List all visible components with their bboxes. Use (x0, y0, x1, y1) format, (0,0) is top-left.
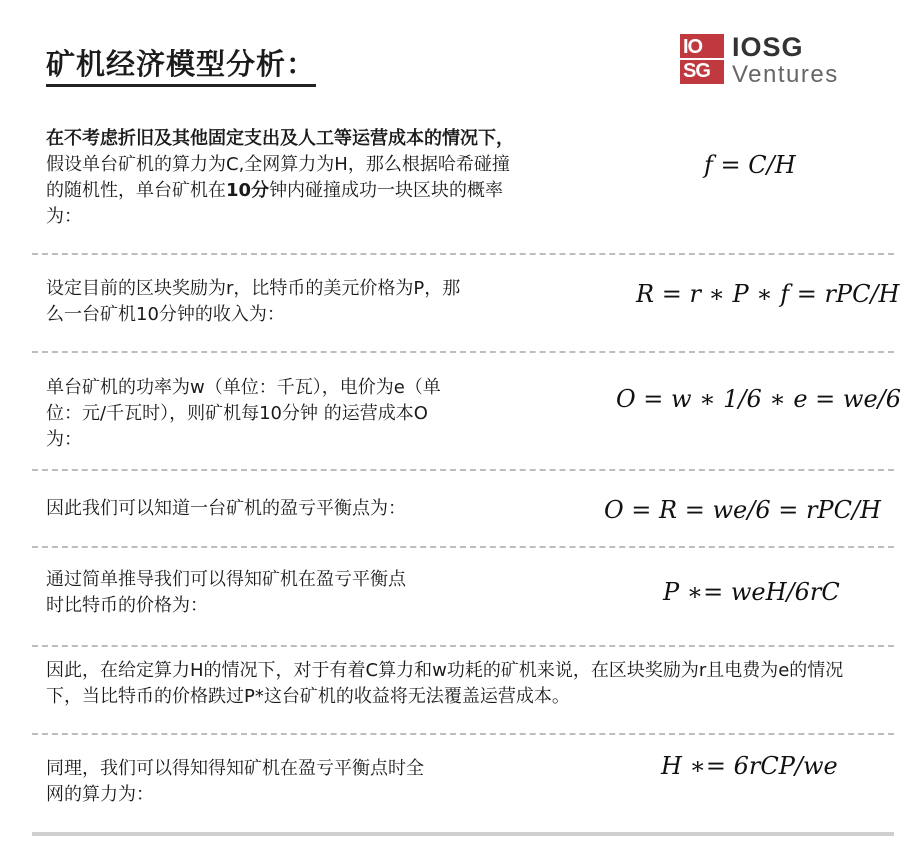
formula-price: P ∗= weH/6rC (663, 578, 840, 606)
divider-3 (32, 469, 894, 471)
page-title: 矿机经济模型分析： (46, 42, 316, 87)
iosg-logo (680, 34, 880, 88)
divider-4 (32, 546, 894, 548)
formula-cost: O = w ∗ 1/6 ∗ e = we/6 (616, 385, 902, 413)
row-3-text: 单台矿机的功率为w（单位：千瓦），电价为e（单位：元/千瓦时），则矿机每10分钟 的运营成本O为： (46, 377, 441, 450)
logo-mark-bottom: SG (683, 60, 710, 82)
formula-revenue: R = r ∗ P ∗ f = rPC/H (636, 280, 900, 308)
divider-2 (32, 351, 894, 353)
formula-breakeven: O = R = we/6 = rPC/H (604, 496, 881, 524)
formula-probability: f = C/H (704, 151, 796, 179)
bottom-rule (32, 832, 894, 836)
row-1-text-a: 假设单台矿机的算力为C,全网算力为H，那么根据哈希碰撞的随机性，单台矿机在 (46, 154, 510, 201)
row-4-text: 因此我们可以知道一台矿机的盈亏平衡点为： (46, 498, 406, 519)
row-1-text-b: 钟内碰撞成功一块区块的概率为： (46, 180, 504, 227)
logo-mark (680, 34, 724, 84)
row-1-text (46, 126, 516, 230)
divider-5 (32, 645, 894, 647)
row-2-text: 设定目前的区块奖励为r，比特币的美元价格为P，那么一台矿机10分钟的收入为： (46, 278, 461, 325)
formula-hashrate: H ∗= 6rCP/we (661, 752, 838, 780)
logo-mark-top: IO (683, 36, 703, 58)
row-1-bold-mid: 10分 (226, 180, 270, 201)
row-6-text: 因此，在给定算力H的情况下，对于有着C算力和w功耗的矿机来说，在区块奖励为r且电费为e的情况下，当比特币的价格跌过P*这台矿机的收益将无法覆盖运营成本。 (46, 660, 844, 707)
logo-name: IOSG (732, 32, 804, 62)
row-1-bold-lead: 在不考虑折旧及其他固定支出及人工等运营成本的情况下， (46, 128, 514, 149)
divider-6 (32, 733, 894, 735)
divider-1 (32, 253, 894, 255)
row-7-text: 同理，我们可以得知得知矿机在盈亏平衡点时全网的算力为： (46, 758, 424, 805)
logo-sub: Ventures (732, 61, 839, 88)
row-5-text: 通过简单推导我们可以得知矿机在盈亏平衡点时比特币的价格为： (46, 569, 406, 616)
